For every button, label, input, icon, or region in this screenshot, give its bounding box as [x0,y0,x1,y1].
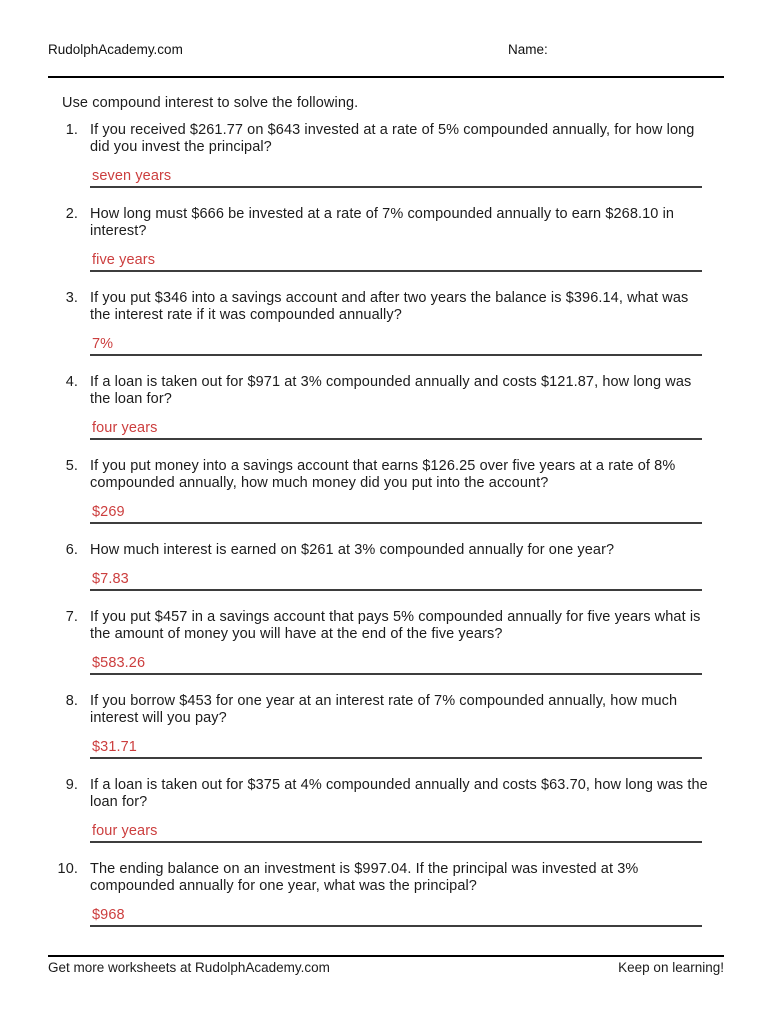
question-number: 1. [65,122,78,138]
question-item [48,861,724,927]
answer-line [90,504,702,524]
question-row [48,777,724,811]
question-row [48,609,724,643]
question-text: The ending balance on an investment is $997.04. If the principal was invested at 3% compounded annually for one year, what was the principal? [90,861,639,894]
footer-right-text: Keep on learning! [618,960,724,975]
question-row [48,374,724,408]
question-item [48,542,724,591]
question-row [48,458,724,492]
question-number: 5. [65,458,78,474]
question-text: If a loan is taken out for $971 at 3% compounded annually and costs $121.87, how long was the loan for? [90,374,692,407]
question-row [48,290,724,324]
footer [48,955,724,976]
question-list [48,112,724,927]
instructions-text: Use compound interest to solve the following. [62,95,359,111]
question-text: If you received $261.77 on $643 invested at a rate of 5% compounded annually, for how long did you invest the principal? [90,122,695,155]
question-text: If you put $346 into a savings account and after two years the balance is $396.14, what was the interest rate if it was compounded annually? [90,290,689,323]
answer-text: $269 [92,504,125,520]
footer-row [48,957,724,976]
question-number: 2. [65,206,78,222]
question-number: 6. [65,542,78,558]
answer-text: seven years [92,168,172,184]
answer-line [90,336,702,356]
question-number: 9. [65,777,78,793]
question-item [48,777,724,843]
question-row [48,693,724,727]
header [48,42,724,58]
question-row [48,542,724,559]
header-divider [48,76,724,78]
answer-text: 7% [92,336,114,352]
answer-line [90,571,702,591]
answer-text: $7.83 [92,571,129,587]
answer-line [90,823,702,843]
site-title: RudolphAcademy.com [48,42,183,57]
answer-text: four years [92,420,158,436]
question-number: 3. [65,290,78,306]
answer-line [90,252,702,272]
answer-line [90,420,702,440]
question-row [48,861,724,895]
question-number: 8. [65,693,78,709]
answer-line [90,655,702,675]
question-item [48,206,724,272]
answer-line [90,168,702,188]
question-item [48,609,724,675]
question-number: 4. [65,374,78,390]
question-row [48,206,724,240]
question-item [48,458,724,524]
question-text: If you borrow $453 for one year at an interest rate of 7% compounded annually, how much interest will you pay? [90,693,678,726]
answer-text: five years [92,252,156,268]
question-text: If a loan is taken out for $375 at 4% compounded annually and costs $63.70, how long was the loan for? [90,777,708,810]
footer-left-text: Get more worksheets at RudolphAcademy.com [48,960,330,975]
question-number: 7. [65,609,78,625]
answer-text: $583.26 [92,655,146,671]
name-label: Name: [508,42,548,57]
question-number: 10. [57,861,78,877]
answer-line [90,907,702,927]
answer-text: $31.71 [92,739,137,755]
question-row [48,122,724,156]
question-item [48,122,724,188]
question-text: How much interest is earned on $261 at 3% compounded annually for one year? [90,542,615,558]
question-item [48,290,724,356]
answer-text: $968 [92,907,125,923]
question-item [48,374,724,440]
question-text: How long must $666 be invested at a rate of 7% compounded annually to earn $268.10 in interest? [90,206,675,239]
answer-text: four years [92,823,158,839]
answer-line [90,739,702,759]
question-text: If you put money into a savings account that earns $126.25 over five years at a rate of 8% compounded annually, how much money did you put into the account? [90,458,676,491]
question-text: If you put $457 in a savings account that pays 5% compounded annually for five years what is the amount of money you will have at the end of the five years? [90,609,701,642]
question-item [48,693,724,759]
